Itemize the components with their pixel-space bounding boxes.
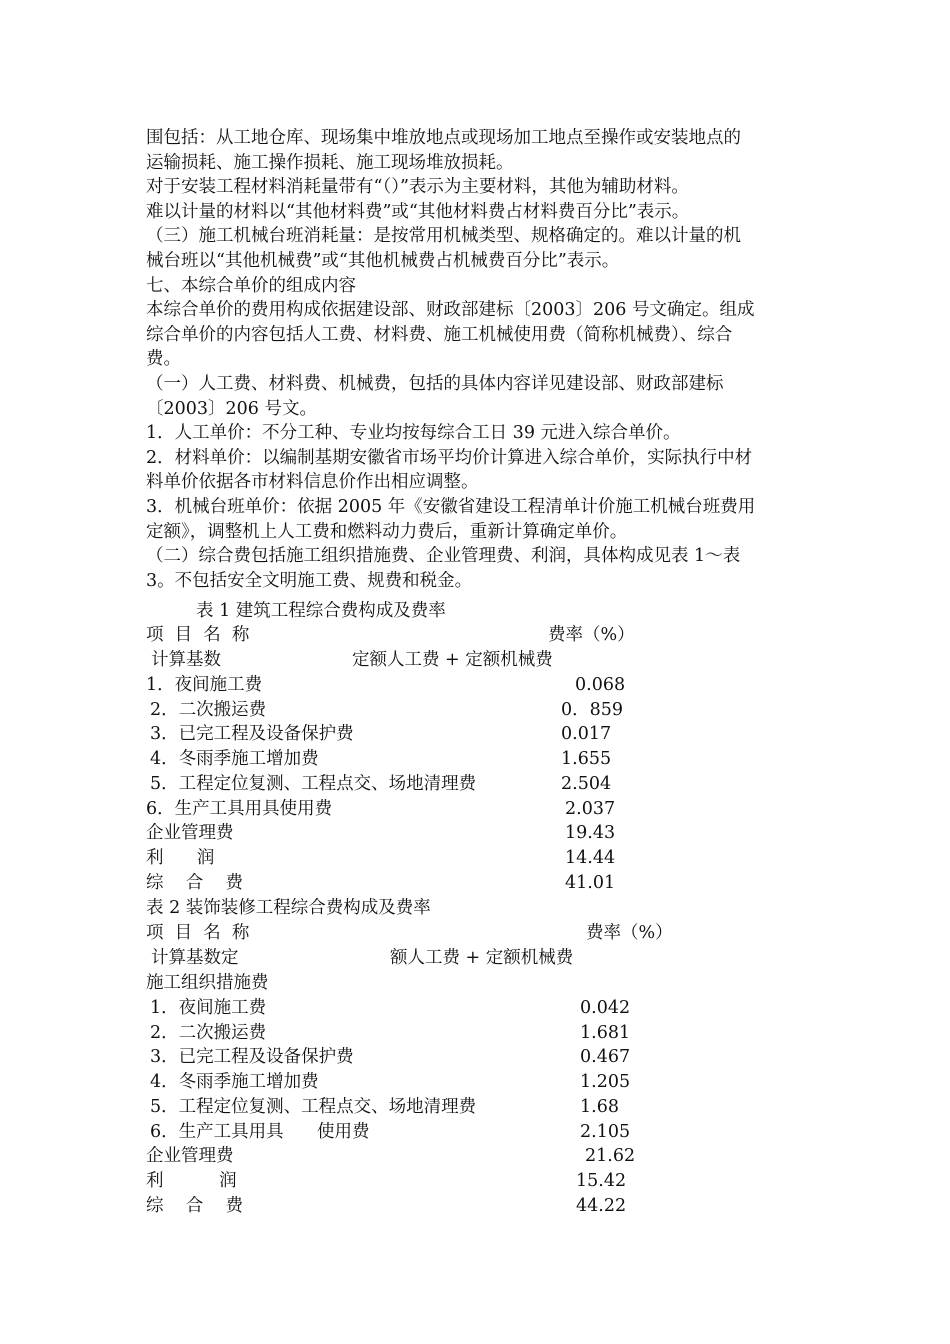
- paragraph-line: 料单价依据各市材料信息价作出相应调整。: [146, 472, 479, 493]
- table-row-rate: 21.62: [585, 1146, 636, 1167]
- table-row-rate: 41.01: [565, 872, 616, 893]
- table1-base-label: 计算基数: [151, 650, 221, 670]
- table-row-rate: 2.037: [565, 798, 616, 819]
- table2-section: 施工组织措施费: [146, 973, 269, 993]
- table-row-name: 6．生产工具用具使用费: [146, 798, 333, 819]
- table-row-name: 3．已完工程及设备保护费: [150, 1047, 354, 1068]
- table-row-rate: 14.44: [565, 847, 616, 868]
- table-row-name: 综 合 费: [146, 1195, 244, 1216]
- paragraph-line: 运输损耗、施工操作损耗、施工现场堆放损耗。: [146, 152, 514, 173]
- table-row-rate: 1.681: [580, 1022, 631, 1043]
- table2-base-value: 额人工费 + 定额机械费: [390, 948, 574, 968]
- table1-header-rate: 费率（%）: [548, 625, 635, 645]
- table-row-name: 4．冬雨季施工增加费: [150, 749, 319, 770]
- table-row-rate: 0.042: [580, 998, 631, 1018]
- table-row-rate: 0.467: [580, 1047, 631, 1068]
- table2-base-label: 计算基数定: [151, 948, 239, 968]
- table-row-rate: 19.43: [565, 823, 616, 844]
- paragraph-line: 难以计量的材料以“其他材料费”或“其他材料费占材料费百分比”表示。: [146, 201, 690, 222]
- table-row-name: 2．二次搬运费: [150, 1022, 267, 1043]
- paragraph-line: （三）施工机械台班消耗量：是按常用机械类型、规格确定的。难以计量的机: [146, 226, 741, 247]
- paragraph-line: （一）人工费、材料费、机械费，包括的具体内容详见建设部、财政部建标: [146, 374, 724, 394]
- table1-title: 表 1 建筑工程综合费构成及费率: [196, 601, 446, 621]
- table-row-name: 1．夜间施工费: [150, 998, 267, 1018]
- table-row-name: 3．已完工程及设备保护费: [150, 724, 354, 745]
- table2-header-rate: 费率（%）: [586, 923, 673, 943]
- table-row-rate: 1.655: [561, 749, 612, 770]
- table-row-rate: 0．859: [561, 699, 624, 720]
- paragraph-line: 对于安装工程材料消耗量带有“（）”表示为主要材料，其他为辅助材料。: [146, 177, 689, 198]
- paragraph-line: 本综合单价的费用构成依据建设部、财政部建标〔2003〕206 号文确定。组成: [146, 300, 755, 321]
- paragraph-line: 2．材料单价：以编制基期安徽省市场平均价计算进入综合单价，实际执行中材: [146, 447, 753, 468]
- paragraph-line: 定额》，调整机上人工费和燃料动力费后，重新计算确定单价。: [146, 521, 628, 542]
- paragraph-line: 3。不包括安全文明施工费、规费和税金。: [146, 570, 473, 591]
- table1-header-name: 项 目 名 称: [146, 625, 250, 645]
- table-row-name: 1．夜间施工费: [146, 675, 263, 695]
- table-row-rate: 44.22: [576, 1195, 627, 1216]
- table1-base-value: 定额人工费 + 定额机械费: [352, 650, 553, 670]
- table-row-name: 企业管理费: [146, 823, 234, 844]
- table-row-rate: 0.068: [575, 675, 626, 695]
- paragraph-line: 械台班以“其他机械费”或“其他机械费占机械费百分比”表示。: [146, 251, 620, 271]
- table2-header-name: 项 目 名 称: [146, 923, 250, 943]
- paragraph-line: 围包括：从工地仓库、现场集中堆放地点或现场加工地点至操作或安装地点的: [146, 128, 741, 148]
- table-row-rate: 0.017: [561, 724, 612, 745]
- paragraph-line: 3．机械台班单价：依据 2005 年《安徽省建设工程清单计价施工机械台班费用: [146, 497, 756, 517]
- paragraph-line: 费。: [146, 349, 181, 370]
- table-row-name: 综 合 费: [146, 872, 244, 893]
- table-row-name: 企业管理费: [146, 1146, 234, 1167]
- paragraph-line: 综合单价的内容包括人工费、材料费、施工机械使用费（简称机械费）、综合: [146, 324, 733, 345]
- table-row-name: 5．工程定位复测、工程点交、场地清理费: [150, 773, 477, 794]
- table-row-rate: 2.504: [561, 773, 612, 794]
- table-row-rate: 1.68: [580, 1096, 619, 1117]
- paragraph-line: 1．人工单价：不分工种、专业均按每综合工日 39 元进入综合单价。: [146, 423, 681, 444]
- table-row-rate: 15.42: [576, 1170, 627, 1191]
- table-row-rate: 1.205: [580, 1072, 631, 1093]
- paragraph-line: 〔2003〕206 号文。: [146, 398, 318, 419]
- table-row-name: 6．生产工具用具 使用费: [150, 1121, 370, 1142]
- table2-title: 表 2 装饰装修工程综合费构成及费率: [146, 898, 431, 918]
- paragraph-line: 七、本综合单价的组成内容: [146, 275, 356, 296]
- table-row-name: 利 润: [146, 1170, 237, 1191]
- table-row-name: 5．工程定位复测、工程点交、场地清理费: [150, 1096, 477, 1117]
- table-row-name: 2．二次搬运费: [150, 699, 267, 720]
- table-row-name: 利 润: [146, 847, 215, 868]
- paragraph-line: （二）综合费包括施工组织措施费、企业管理费、利润，具体构成见表 1～表: [146, 546, 741, 567]
- table-row-name: 4．冬雨季施工增加费: [150, 1072, 319, 1093]
- table-row-rate: 2.105: [580, 1121, 631, 1142]
